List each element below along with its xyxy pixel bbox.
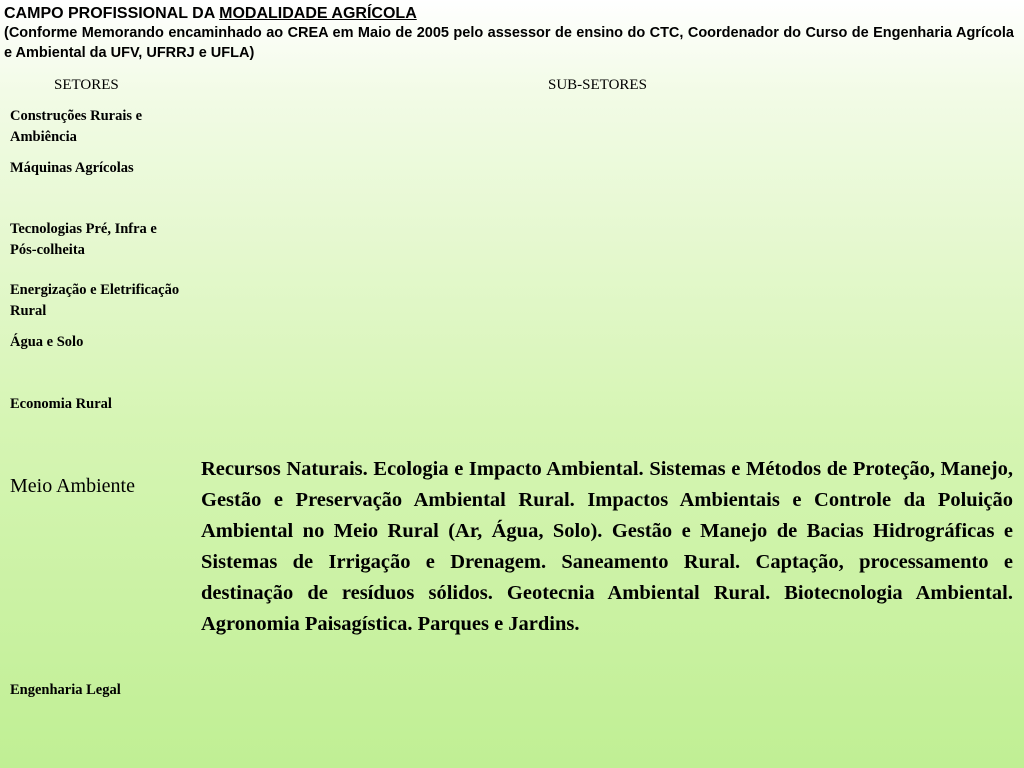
sub-setores-meio-ambiente: Recursos Naturais. Ecologia e Impacto Ambiental. Sistemas e Métodos de Proteção, Manejo, Gestão e Preservação Ambiental Rural. Impactos Ambientais e Controle da Poluição Ambiental no Meio Rural (Ar, Água, Solo). Gestão e Manejo de Bacias Hidrográficas e Sistemas de Irrigação e Drenagem. Saneamento Rural. Captação, processamento e destinação de resíduos sólidos. Geotecnia Ambiental Rural. Biotecnologia Ambiental. Agronomia Paisagística. Parques e Jardins.: [201, 458, 1013, 635]
setor-energizacao: Energização e Eletrificação Rural: [10, 282, 180, 319]
setor-meio-ambiente: Meio Ambiente: [10, 475, 135, 497]
setor-agua-solo: Água e Solo: [10, 334, 84, 350]
title-prefix: CAMPO PROFISSIONAL DA: [4, 5, 220, 22]
memo-note: (Conforme Memorando encaminhado ao CREA em Maio de 2005 pelo assessor de ensino do CTC, Coordenador do Curso de Engenharia Agrícola e Ambiental da UFV, UFRRJ e UFLA): [4, 25, 1014, 61]
page-title: [4, 4, 1014, 23]
setor-tecnologias-colheita: Tecnologias Pré, Infra e Pós-colheita: [10, 221, 157, 258]
setor-engenharia-legal: Engenharia Legal: [10, 682, 121, 698]
setor-construcoes-rurais: Construções Rurais e Ambiência: [10, 108, 143, 145]
setor-maquinas-agricolas: Máquinas Agrícolas: [10, 160, 134, 176]
page-header: [4, 4, 1014, 63]
column-header-setores: SETORES: [54, 77, 119, 93]
column-header-sub-setores: SUB-SETORES: [548, 77, 647, 93]
setor-economia-rural: Economia Rural: [10, 396, 112, 412]
title-underlined: MODALIDADE AGRÍCOLA: [219, 5, 417, 22]
